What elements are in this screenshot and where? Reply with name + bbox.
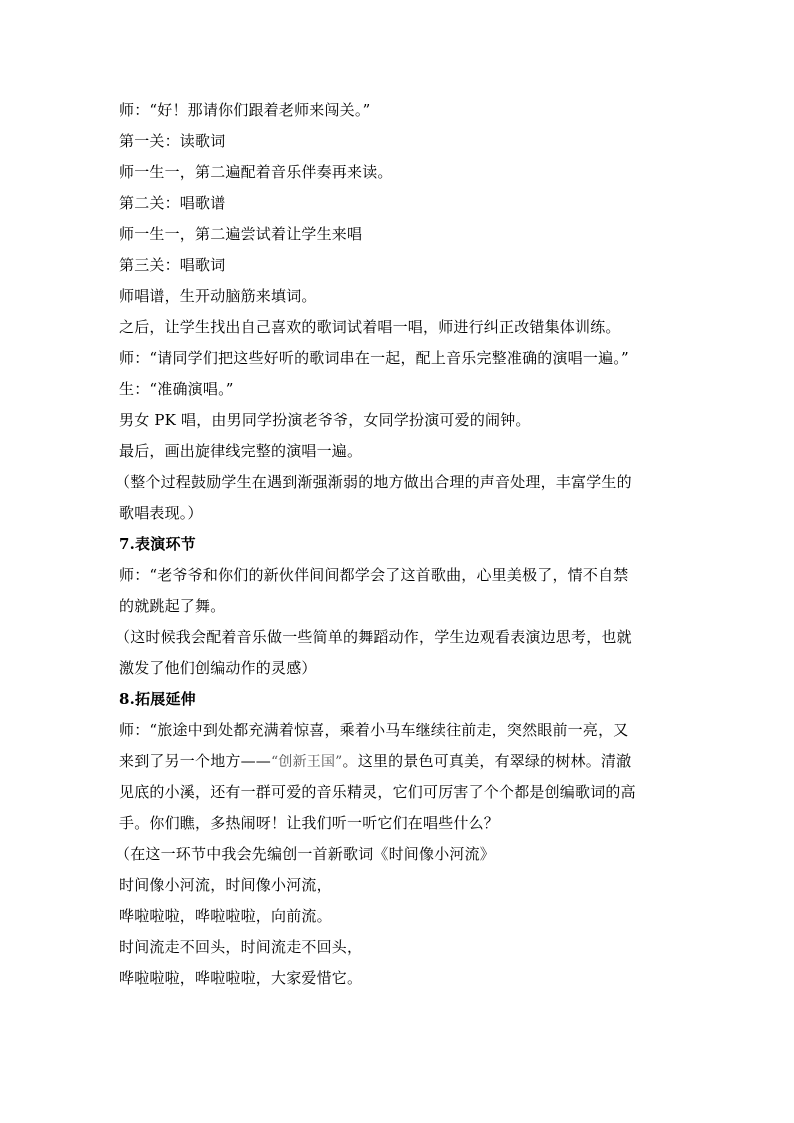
paragraph-line: 师一生一，第二遍配着音乐伴奏再来读。 xyxy=(119,163,393,181)
paragraph-line: 师一生一，第二遍尝试着让学生来唱 xyxy=(119,225,363,243)
paragraph-line: 师：“旅途中到处都充满着惊喜，乘着小马车继续往前走，突然眼前一亮，又 xyxy=(119,721,629,739)
paragraph-line: 师：“好！那请你们跟着老师来闯关。” xyxy=(119,101,371,119)
stage-one-label: 第一关：读歌词 xyxy=(119,132,226,150)
paragraph-line: 生：“准确演唱。” xyxy=(119,380,234,398)
paragraph-line: 歌唱表现。） xyxy=(119,504,203,522)
line-text-after-quote: 。这里的景色可真美，有翠绿的树林。清澈 xyxy=(342,752,632,770)
paragraph-line xyxy=(119,746,679,777)
teaching-note: （整个过程鼓励学生在遇到渐强渐弱的地方做出合理的声音处理，丰富学生的 xyxy=(115,473,632,491)
teaching-note: （这时候我会配着音乐做一些简单的舞蹈动作，学生边观看表演边思考，也就 xyxy=(115,628,632,646)
lyric-line: 时间像小河流，时间像小河流， xyxy=(119,876,332,894)
line-text-before-quote: 来到了另一个地方—— xyxy=(119,752,272,770)
paragraph-line: 师唱谱，生开动脑筋来填词。 xyxy=(119,287,317,305)
paragraph-line: 手。你们瞧，多热闹呀！让我们听一听它们在唱些什么？ xyxy=(119,814,500,832)
paragraph-line: 的就跳起了舞。 xyxy=(119,597,226,615)
lyric-line: 哗啦啦啦，哗啦啦啦，大家爱惜它。 xyxy=(119,969,363,987)
lyric-line: 时间流走不回头，时间流走不回头， xyxy=(119,938,363,956)
paragraph-line: 之后，让学生找出自己喜欢的歌词试着唱一唱，师进行纠正改错集体训练。 xyxy=(119,318,621,336)
paragraph-line: 最后，画出旋律线完整的演唱一遍。 xyxy=(119,442,363,460)
quoted-term: “创新王国” xyxy=(271,754,343,770)
paragraph-line: 激发了他们创编动作的灵感） xyxy=(119,659,317,677)
section-heading-performance: 7.表演环节 xyxy=(119,535,196,553)
document-body xyxy=(115,95,679,994)
stage-three-label: 第三关：唱歌词 xyxy=(119,256,226,274)
paragraph-line: 师：“老爷爷和你们的新伙伴间间都学会了这首歌曲，心里美极了，情不自禁 xyxy=(119,566,629,584)
lyric-line: 哗啦啦啦，哗啦啦啦，向前流。 xyxy=(119,907,332,925)
paragraph-line: 男女 PK 唱，由男同学扮演老爷爷，女同学扮演可爱的闹钟。 xyxy=(119,411,531,429)
section-heading-extension: 8.拓展延伸 xyxy=(119,690,196,708)
stage-two-label: 第二关：唱歌谱 xyxy=(119,194,226,212)
teaching-note: （在这一环节中我会先编创一首新歌词《时间像小河流》 xyxy=(115,845,496,863)
paragraph-line: 师：“请同学们把这些好听的歌词串在一起，配上音乐完整准确的演唱一遍。” xyxy=(119,349,629,367)
paragraph-line: 见底的小溪，还有一群可爱的音乐精灵，它们可厉害了个个都是创编歌词的高 xyxy=(119,783,636,801)
